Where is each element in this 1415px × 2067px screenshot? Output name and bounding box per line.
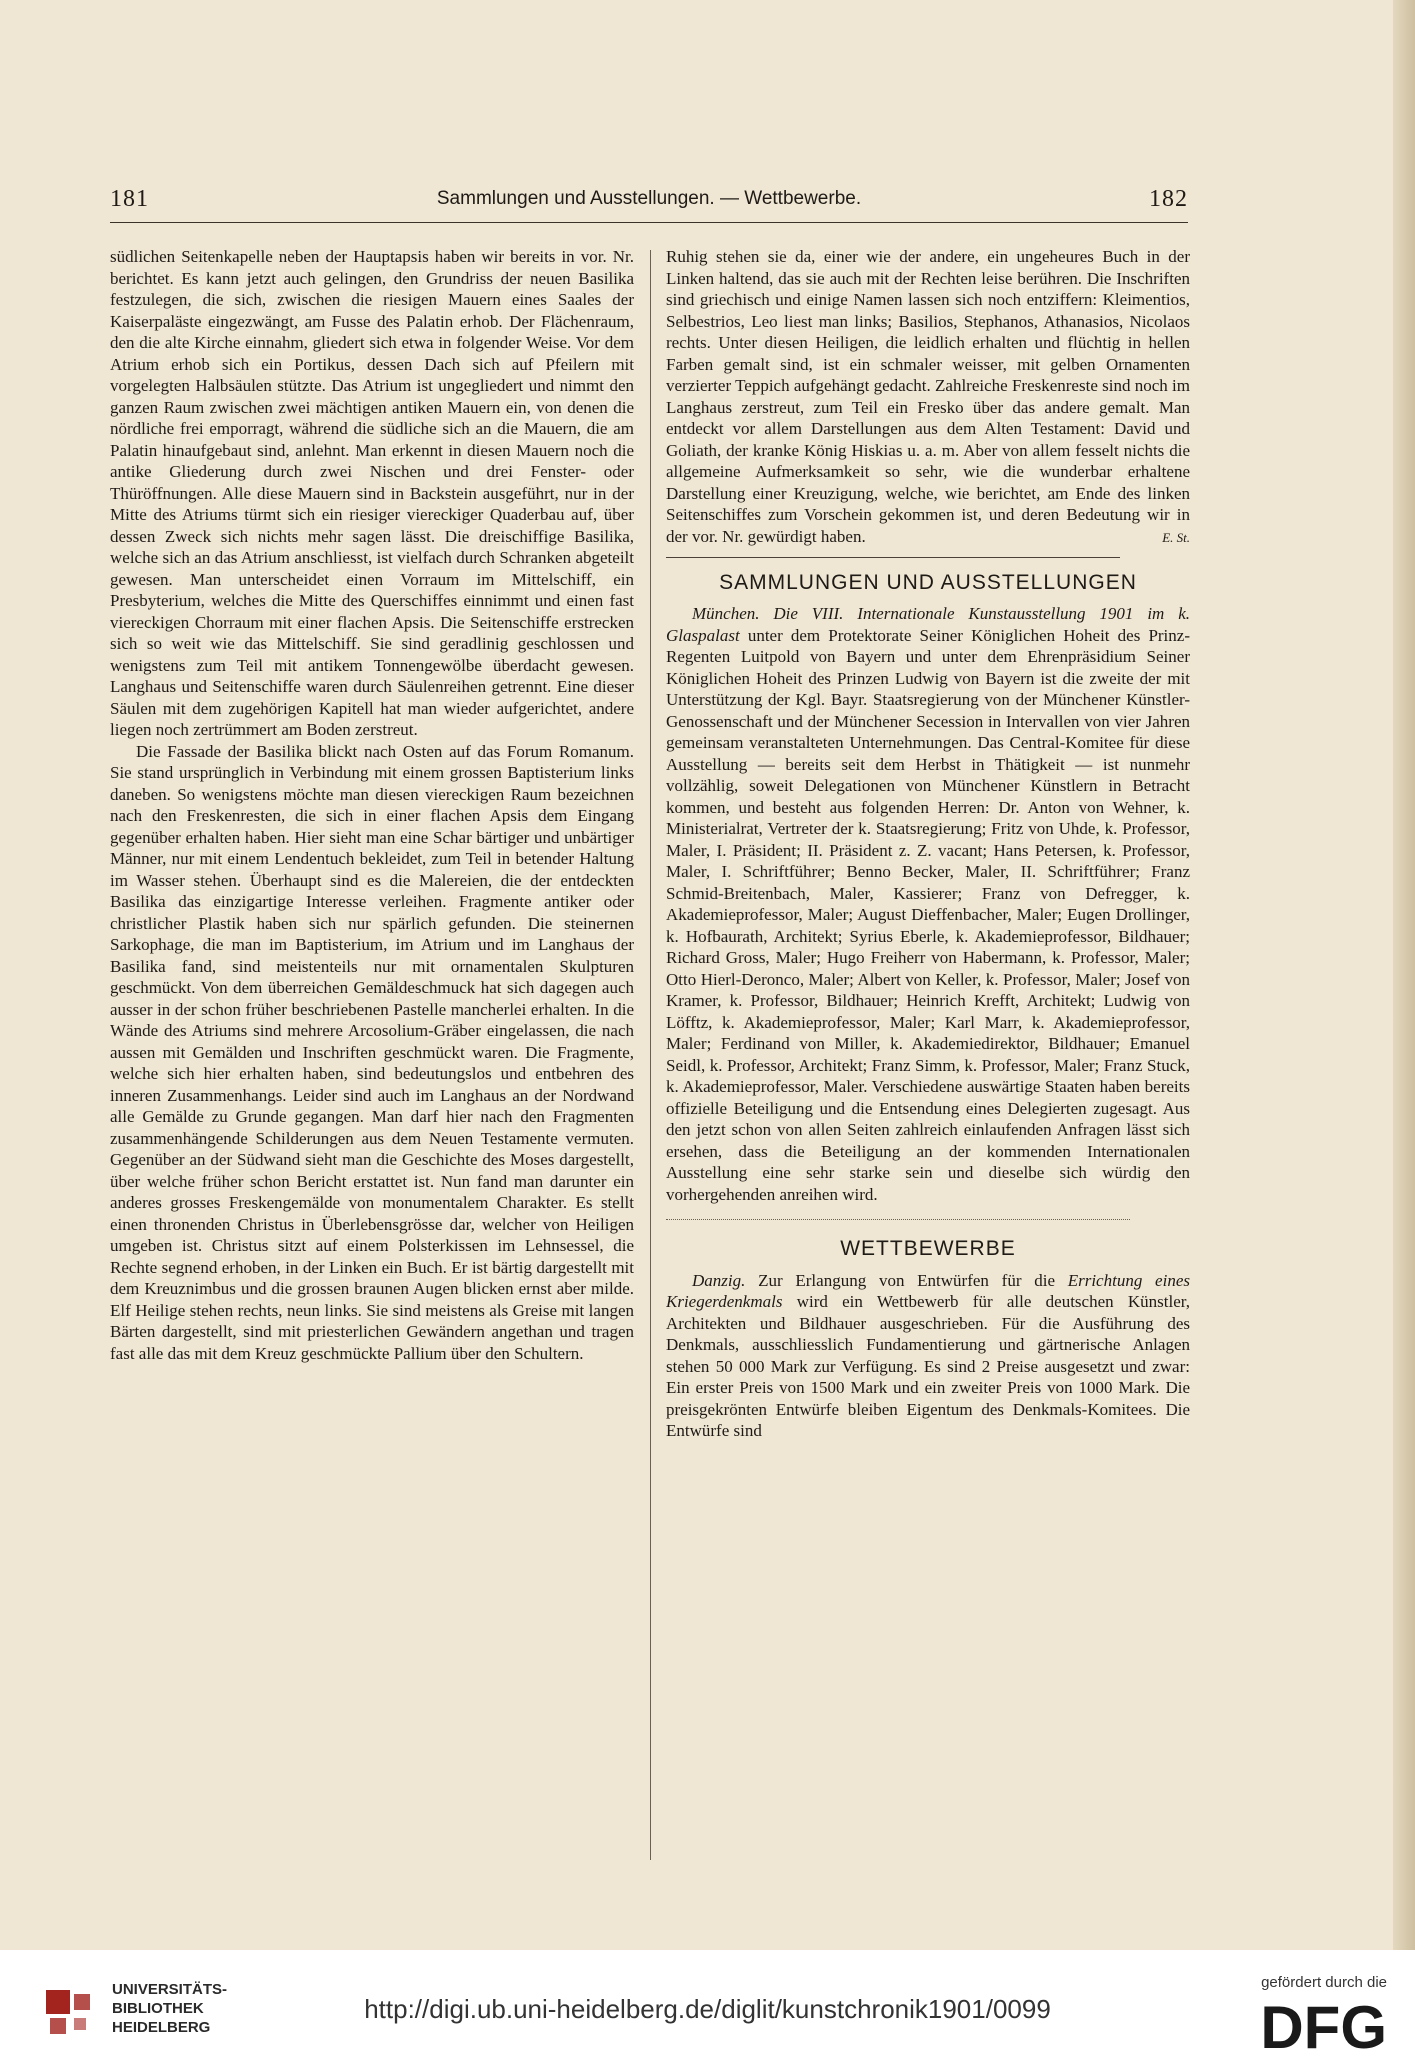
sammlungen-lead: München. Die VIII. Internationale Kunstausstellung 1901 im k. Glaspalast: [666, 604, 1190, 645]
running-header: [110, 186, 1188, 226]
page-number-left: 181: [110, 186, 149, 212]
permalink-url[interactable]: http://digi.ub.uni-heidelberg.de/diglit/kunstchronik1901/0099: [364, 1994, 1051, 2024]
page-number-right: 182: [1149, 186, 1188, 212]
page-edge-shadow: [1393, 0, 1415, 1950]
left-paragraph-2: Die Fassade der Basilika blickt nach Osten auf das Forum Romanum. Sie stand ursprünglich in Verbindung mit einem grossen Baptisterium links daneben. So wenigstens möchte man diesen viereckigen Raum bezeichnen nach den Freskenresten, die sich in einer flachen Apsis dem Eingang gegenüber erhalten haben. Hier sieht man eine Schar bärtiger und unbärtiger Männer, nur mit einem Lendentuch bekleidet, zum Teil in betender Haltung im Wasser stehen. Überhaupt sind es die Malereien, die der entdeckten Basilika das einzigartige Interesse verleihen. Fragmente antiker oder christlicher Plastik haben sich nur spärlich gefunden. Die steinernen Sarkophage, die man im Baptisterium, im Atrium und im Langhaus der Basilika fand, sind meistenteils nur mit ornamentalen Skulpturen geschmückt. Von dem überreichen Gemäldeschmuck hat sich dagegen auch ausser in der schon früher beschriebenen Pastelle mancherlei erhalten. In die Wände des Atriums sind mehrere Arcosolium-Gräber eingelassen, die nach aussen mit Gemälden und Inschriften geschmückt waren. Die Fragmente, welche sich hier erhalten haben, sind bedeutungslos und entbehren des inneren Zusammenhangs. Leider sind auch im Langhaus an der Nordwand alle Gemälde zu Grunde gegangen. Man darf hier nach den Fragmenten zusammenhängende Schilderungen aus dem Neuen Testamente vermuten. Gegenüber an der Südwand sieht man die Geschichte des Moses dargestellt, über welche früher schon Bericht erstattet ist. Nun fand man darunter ein anderes grosses Freskengemälde von monumentalem Charakter. Es stellt einen thronenden Christus in Überlebensgrösse dar, welcher von Heiligen umgeben ist. Christus sitzt auf einem Polsterkissen im Lehnsessel, die Rechte segnend erhoben, in der Linken ein Buch. Er ist bärtig dargestellt mit dem Kreuznimbus und die grossen braunen Augen blicken ernst aber milde. Elf Heilige stehen rechts, neun links. Sie sind meistens als Greise mit langen Bärten dargestellt, sind mit priesterlichen Gewändern angethan und tragen fast alle das mit dem Kreuz geschmückte Pallium über den Schultern.: [110, 741, 634, 1363]
section-rule: [666, 557, 1120, 558]
wettbewerbe-text-a: Zur Erlangung von Entwürfen für die: [745, 1270, 1068, 1290]
library-name-line-2: BIBLIOTHEK: [112, 2000, 204, 2017]
column-divider: [650, 250, 651, 1860]
section-rule-dotted: [666, 1219, 1130, 1220]
right-intro-paragraph: Ruhig stehen sie da, einer wie der andere, ein ungeheures Buch in der Linken haltend, das sie auch mit der Rechten leise berühren. Die Inschriften sind griechisch und einige Namen lassen sich noch entziffern: Kleimentios, Selbestrios, Leo liest man links; Basilios, Stephanos, Athanasios, Nicolaos rechts. Unter diesen Heiligen, die leidlich erhalten und flüchtig in hellen Farben gemalt sind, ist ein schmaler weisser, mit gelben Ornamenten verzierter Teppich aufgehängt gedacht. Zahlreiche Freskenreste sind noch im Langhaus zerstreut, zum Teil ein Fresko über das andere gemalt. Man entdeckt vor allem Darstellungen aus dem Alten Testament: David und Goliath, der kranke König Hiskias u. a. m. Aber von allem fesselt nichts die allgemeine Aufmerksamkeit so sehr, wie die wunderbar erhaltene Darstellung einer Kreuzigung, welche, wie berichtet, am Ende des linken Seitenschiffes zum Vorschein gekommen ist, und deren Bedeutung wir in der vor. Nr. gewürdigt haben.: [666, 247, 1190, 546]
digitization-footer: [0, 1950, 1415, 2067]
library-name-line-1: UNIVERSITÄTS-: [112, 1981, 228, 1998]
wettbewerbe-text-c: wird ein Wettbewerb für alle deutschen Künstler, Architekten und Bildhauer ausgeschrieben. Für die Ausführung des Denkmals, ausschliesslich Fundamentierung und gärtnerische Anlagen stehen 50 000 Mark zur Verfügung. Es sind 2 Preise ausgesetzt und zwar: Ein erster Preis von 1500 Mark und ein zweiter Preis von 1000 Mark. Die preisgekrönten Entwürfe bleiben Eigentum des Denkmals-Komitees. Die Entwürfe sind: [666, 1292, 1190, 1440]
header-rule: [110, 222, 1188, 223]
running-title: Sammlungen und Ausstellungen. — Wettbewerbe.: [436, 188, 862, 209]
left-column: [110, 246, 634, 1866]
funded-by-label: gefördert durch die: [1261, 1974, 1387, 1991]
library-name-line-3: HEIDELBERG: [112, 2019, 211, 2036]
author-signature: E. St.: [1162, 530, 1190, 545]
wettbewerbe-italic-b: Errichtung eines Kriegerdenkmals: [666, 1270, 1190, 1311]
sammlungen-paragraph: [666, 603, 1190, 1205]
sammlungen-body: unter dem Protektorate Seiner Königlichen Hoheit des Prinz-Regenten Luitpold von Bayern und unter dem Ehrenpräsidium Seiner Königlichen Hoheit des Prinzen Ludwig von Bayern ist die zweite der mit Unterstützung der Kgl. Bayr. Staatsregierung von der Münchener Künstler-Genossenschaft und der Münchener Secession in Intervallen von vier Jahren gemeinsam veranstalteten Unternehmungen. Das Central-Komitee für diese Ausstellung — bereits seit dem Herbst in Thätigkeit — ist nunmehr vollzählig, soweit Delegationen von Münchener Künstlern in Betracht kommen, und besteht aus folgenden Herren: Dr. Anton von Wehner, k. Ministerialrat, Vertreter der k. Staatsregierung; Fritz von Uhde, k. Professor, Maler, I. Präsident; II. Präsident z. Z. vacant; Hans Petersen, k. Professor, Maler, I. Schriftführer; Benno Becker, Maler, II. Schriftführer; Franz Schmid-Breitenbach, Maler, Kassierer; Franz von Defregger, k. Akademieprofessor, Maler; August Dieffenbacher, Maler; Eugen Drollinger, k. Hofbaurath, Architekt; Syrius Eberle, k. Akademieprofessor, Bildhauer; Richard Gross, Maler; Hugo Freiherr von Habermann, k. Professor, Maler; Otto Hierl-Deronco, Maler; Albert von Keller, k. Professor, Maler; Josef von Kramer, k. Professor, Bildhauer; Heinrich Krefft, Architekt; Ludwig von Löfftz, k. Akademieprofessor, Maler; Karl Marr, k. Akademieprofessor, Maler; Ferdinand von Miller, k. Akademiedirektor, Bildhauer; Emanuel Seidl, k. Professor, Architekt; Franz Simm, k. Professor, Maler; Franz Stuck, k. Akademieprofessor, Maler. Verschiedene auswärtige Staaten haben bereits offizielle Beteiligung und die Entsendung eines Delegierten zugesagt. Aus den jetzt schon von allen Seiten zahlreich einlaufenden Anfragen lässt sich ersehen, dass die Beteiligung an der kommenden Internationalen Ausstellung eine sehr starke sein und dieselbe sich würdig den vorhergehenden anreihen wird.: [666, 625, 1190, 1204]
section-title-sammlungen: SAMMLUNGEN UND AUSSTELLUNGEN: [719, 570, 1137, 594]
dfg-logo-text: DFG: [1260, 1994, 1387, 2054]
wettbewerbe-paragraph: [666, 1270, 1190, 1442]
right-column: [666, 246, 1190, 1866]
section-title-wettbewerbe: WETTBEWERBE: [840, 1237, 1016, 1260]
left-paragraph-1: südlichen Seitenkapelle neben der Hauptapsis haben wir bereits in vor. Nr. berichtet. Es kann jetzt auch gelingen, den Grundriss der neuen Basilika festzulegen, die sich, zwischen die riesigen Mauern eines Saales der Kaiserpaläste eingezwängt, am Fusse des Palatin erhob. Der Flächenraum, den die alte Kirche einnahm, gliedert sich etwa in folgender Weise. Vor dem Atrium erhob sich ein Portikus, dessen Dach sich auf Pfeilern mit vorgelegten Halbsäulen stützte. Das Atrium ist ungegliedert und nimmt den ganzen Raum zwischen zwei mächtigen antiken Mauern ein, von denen die nördliche frei emporragt, während die südliche sich an die Mauern, die am Palatin hinaufgebaut sind, anlehnt. Man erkennt in diesen Mauern noch die antike Gliederung durch zwei Nischen und drei Fenster- oder Thüröffnungen. Alle diese Mauern sind in Backstein ausgeführt, nur in der Mitte des Atriums türmt sich ein riesiger viereckiger Quaderbau auf, über dessen Zweck sich nichts mehr sagen lässt. Die dreischiffige Basilika, welche sich an das Atrium anschliesst, ist vielfach durch Schranken abgeteilt gewesen. Man unterscheidet einen Vorraum im Mittelschiff, ein Presbyterium, welches die Mitte des Querschiffes einnimmt und einen fast viereckigen Chorraum mit einer flachen Apsis. Die Seitenschiffe erstrecken sich so weit wie das Mittelschiff. Sie sind geradlinig geschlossen und wenigstens zum Teil mit antikem Tonnengewölbe überdacht gewesen. Langhaus und Seitenschiffe waren durch Säulenreihen getrennt. Eine dieser Säulen mit dem zugehörigen Kapitell hat man wieder aufgerichtet, andere liegen noch zertrümmert am Boden zerstreut.: [110, 247, 634, 739]
wettbewerbe-lead: Danzig.: [692, 1270, 746, 1290]
dfg-logo-icon: [1237, 1994, 1387, 2054]
